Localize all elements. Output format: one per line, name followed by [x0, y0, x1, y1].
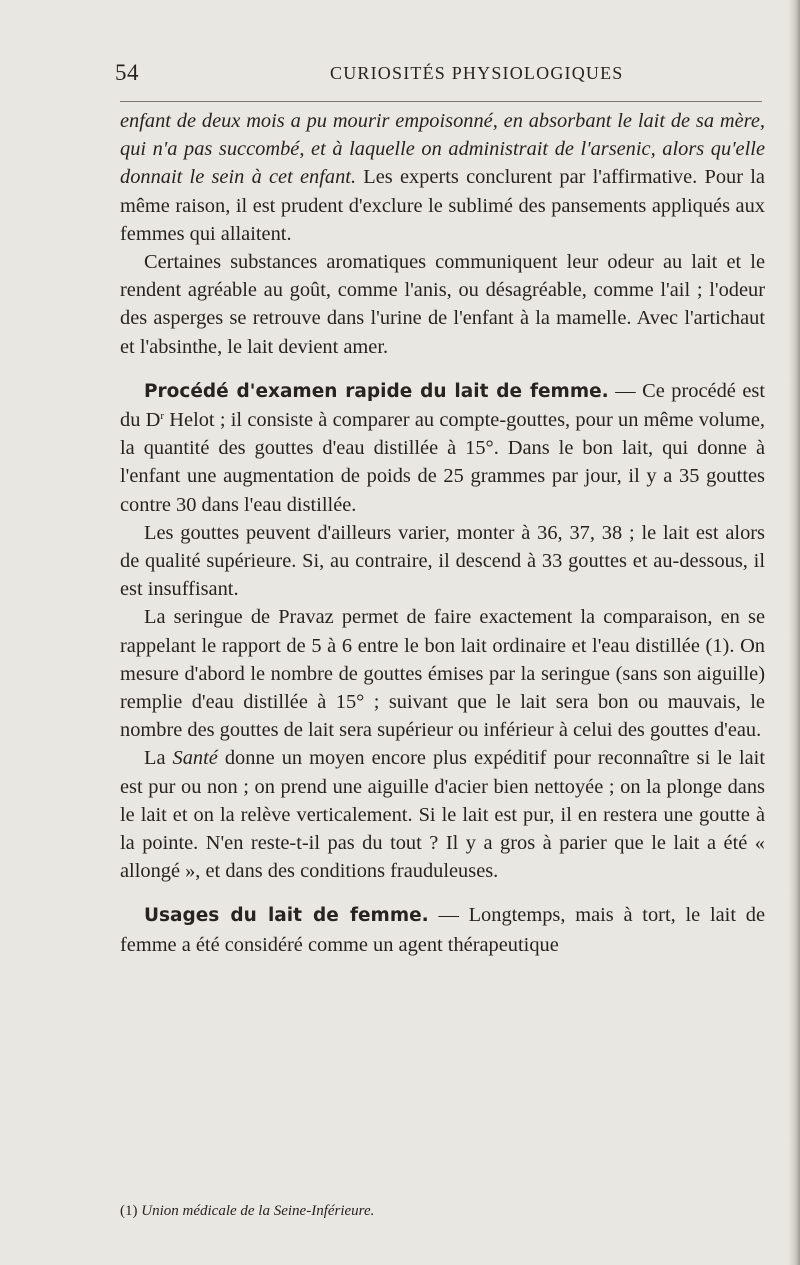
paragraph-1	[120, 107, 765, 248]
section-heading-usages: Usages du lait de femme.	[144, 905, 429, 927]
paragraph-6-italic: Santé	[172, 747, 218, 770]
paragraph-7	[120, 901, 765, 958]
paragraph-6-lead: La	[144, 747, 173, 770]
footnote-marker: (1)	[120, 1203, 142, 1219]
paragraph-3-sup: r	[160, 410, 165, 423]
paragraph-1-italic: enfant de deux mois a pu mourir empoisonné, en absorbant le lait de sa mère, qui n'a pas succombé, et à laquelle on administrait de l'arsenic, alors qu'elle donnait le sein à cet enfant.	[120, 110, 765, 189]
body-text	[120, 107, 765, 959]
paragraph-5: La seringue de Pravaz permet de faire exactement la comparaison, en se rappelant le rapport de 5 à 6 entre le bon lait ordinaire et l'eau distillée (1). On mesure d'abord le nombre de gouttes émises par la seringue (sans son aiguille) remplie d'eau distillée à 15° ; suivant que le lait sera bon ou mauvais, le nombre des gouttes de lait sera supérieur ou inférieur à celui des gouttes d'eau.	[120, 606, 765, 742]
paragraph-6	[120, 744, 765, 885]
section-heading-examen: Procédé d'examen rapide du lait de femme.	[144, 380, 609, 402]
paragraph-6-text: donne un moyen encore plus expéditif pour reconnaître si le lait est pur ou non ; on prend une aiguille d'acier bien nettoyée ; on la plonge dans le lait et on la relève verticalement. Si le lait est pur, il en restera une goutte à la pointe. N'en reste-t-il pas du tout ? Il y a gros à parier que le lait a été « allongé », et dans des conditions frauduleuses.	[120, 747, 765, 883]
page-number: 54	[115, 60, 139, 85]
footnote-source: Union médicale de la Seine-Inférieure.	[141, 1203, 375, 1219]
header-rule	[120, 101, 762, 102]
paragraph-3-text-a: — Ce procédé est du D	[120, 379, 765, 432]
paragraph-3	[120, 377, 765, 519]
footnote	[120, 1203, 765, 1220]
page-edge-shadow	[788, 0, 800, 1265]
paragraph-4: Les gouttes peuvent d'ailleurs varier, monter à 36, 37, 38 ; le lait est alors de qualité supérieure. Si, au contraire, il descend à 33 gouttes et au-dessous, il est insuffisant.	[120, 521, 765, 601]
paragraph-1-text: Les experts conclurent par l'affirmative. Pour la même raison, il est prudent d'exclure le sublimé des pansements appliqués aux femmes qui allaitent.	[120, 166, 765, 245]
paragraph-3-text-b: Helot ; il consiste à comparer au compte-gouttes, pour un même volume, la quantité des gouttes d'eau distillée à 15°. Dans le bon lait, qui donne à l'enfant une augmentation de poids de 25 grammes par jour, il y a 35 gouttes contre 30 dans l'eau distillée.	[120, 409, 765, 516]
paragraph-7-text: — Longtemps, mais à tort, le lait de femme a été considéré comme un agent thérapeutique	[120, 904, 765, 956]
page-header	[115, 60, 765, 90]
running-title: CURIOSITÉS PHYSIOLOGIQUES	[330, 63, 624, 83]
paragraph-2: Certaines substances aromatiques communiquent leur odeur au lait et le rendent agréable au goût, comme l'anis, ou désagréable, comme l'ail ; l'odeur des asperges se retrouve dans l'urine de l'enfant à la mamelle. Avec l'artichaut et l'absinthe, le lait devient amer.	[120, 251, 765, 358]
